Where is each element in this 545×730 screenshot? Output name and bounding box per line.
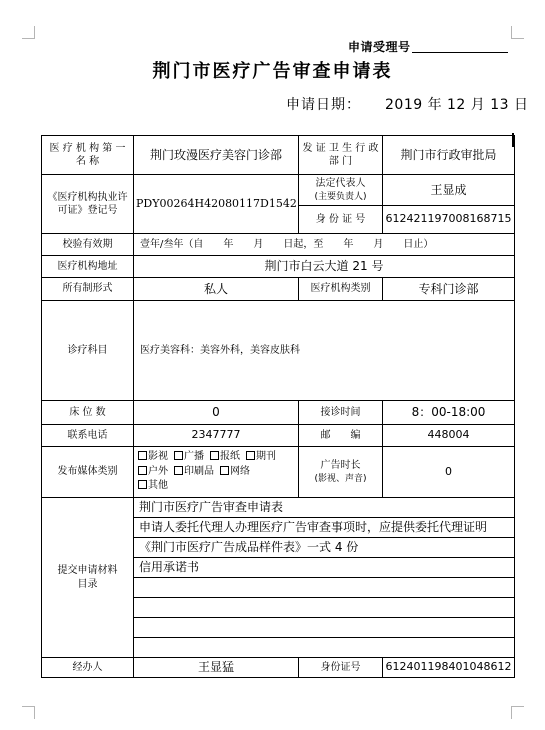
- hours[interactable]: 8：00-18:00: [383, 401, 515, 425]
- checkbox-icon[interactable]: [138, 480, 147, 489]
- beds[interactable]: 0: [134, 401, 299, 425]
- media-option-internet[interactable]: [220, 465, 250, 480]
- checkbox-icon[interactable]: [246, 451, 255, 460]
- duration-label-cell: [299, 447, 383, 498]
- media-option-print[interactable]: [174, 465, 214, 480]
- checkbox-icon[interactable]: [220, 466, 229, 475]
- duration[interactable]: 0: [383, 447, 515, 498]
- checkbox-icon[interactable]: [210, 451, 219, 460]
- postcode-label: 邮 编: [299, 425, 383, 447]
- validity-value[interactable]: 壹年/叁年（自 年 月 日起，至 年 月 日止）: [134, 234, 515, 256]
- address[interactable]: 荆门市白云大道 21 号: [134, 256, 515, 278]
- checkbox-icon[interactable]: [174, 466, 183, 475]
- media-options: [134, 447, 299, 498]
- subjects-label: 诊疗科目: [42, 301, 134, 401]
- material-item[interactable]: 荆门市医疗广告审查申请表: [134, 498, 515, 518]
- category[interactable]: 专科门诊部: [383, 278, 515, 301]
- media-option-label: 报纸: [220, 451, 240, 463]
- legal-rep-sub-label: (主要负责人): [314, 191, 367, 202]
- legal-rep-label-cell: [299, 175, 383, 206]
- checkbox-icon[interactable]: [138, 451, 147, 460]
- category-label: 医疗机构类别: [299, 278, 383, 301]
- material-item[interactable]: [134, 578, 515, 598]
- beds-label: 床 位 数: [42, 401, 134, 425]
- date-label: 申请日期：: [286, 97, 361, 113]
- material-item[interactable]: 申请人委托代理人办理医疗广告审查事项时，应提供委托代理证明: [134, 518, 515, 538]
- media-option-periodical[interactable]: [246, 450, 276, 465]
- application-form: [41, 135, 515, 678]
- material-item[interactable]: [134, 598, 515, 618]
- ownership-label: 所有制形式: [42, 278, 134, 301]
- crop-mark-top-left: [22, 26, 35, 39]
- issuing-dept[interactable]: 荆门市行政审批局: [383, 136, 515, 175]
- date-value: 2019 年 12 月 13 日: [385, 97, 529, 113]
- media-option-newspaper[interactable]: [210, 450, 240, 465]
- issuing-dept-label: 发 证 卫 生 行 政 部 门: [299, 136, 383, 175]
- page-title: 荆门市医疗广告审查申请表: [152, 61, 393, 82]
- id-number[interactable]: 612421197008168715: [383, 206, 515, 234]
- handler-id-label: 身份证号: [299, 658, 383, 678]
- material-item[interactable]: [134, 638, 515, 658]
- handler[interactable]: 王显猛: [134, 658, 299, 678]
- media-option-label: 其他: [148, 480, 168, 492]
- checkbox-icon[interactable]: [174, 451, 183, 460]
- subjects[interactable]: 医疗美容科：美容外科，美容皮肤科: [134, 301, 515, 401]
- address-label: 医疗机构地址: [42, 256, 134, 278]
- receipt-number-label: 申请受理号: [348, 40, 411, 54]
- handler-label: 经办人: [42, 658, 134, 678]
- institution-name[interactable]: 荆门玫漫医疗美容门诊部: [134, 136, 299, 175]
- id-number-label: 身 份 证 号: [299, 206, 383, 234]
- duration-label: 广告时长: [320, 460, 361, 472]
- phone[interactable]: 2347777: [134, 425, 299, 447]
- media-label: 发布媒体类别: [42, 447, 134, 498]
- handler-id[interactable]: 612401198401048612: [383, 658, 515, 678]
- crop-mark-bottom-right: [511, 706, 524, 719]
- media-option-label: 影视: [148, 451, 168, 463]
- media-option-other[interactable]: [138, 479, 168, 494]
- license-label: 《医疗机构执业许可证》登记号: [42, 175, 134, 234]
- hours-label: 接诊时间: [299, 401, 383, 425]
- crop-mark-bottom-left: [22, 706, 35, 719]
- validity-label: 校验有效期: [42, 234, 134, 256]
- legal-rep[interactable]: 王显成: [383, 175, 515, 206]
- ownership[interactable]: 私人: [134, 278, 299, 301]
- media-option-label: 网络: [230, 465, 250, 477]
- postcode[interactable]: 448004: [383, 425, 515, 447]
- material-item[interactable]: 信用承诺书: [134, 558, 515, 578]
- duration-sub-label: (影视、声音): [314, 473, 367, 484]
- phone-label: 联系电话: [42, 425, 134, 447]
- media-option-film[interactable]: [138, 450, 168, 465]
- legal-rep-label: 法定代表人: [315, 178, 366, 190]
- license-number[interactable]: PDY00264H42080117D1542: [134, 175, 299, 234]
- institution-name-label: 医 疗 机 构 第 一 名 称: [42, 136, 134, 175]
- materials-label: 提交申请材料目录: [42, 498, 134, 658]
- media-option-radio[interactable]: [174, 450, 204, 465]
- crop-mark-top-right: [511, 26, 524, 39]
- media-option-label: 广播: [184, 451, 204, 463]
- media-option-label: 印刷品: [184, 465, 214, 477]
- media-option-label: 期刊: [256, 451, 276, 463]
- material-item[interactable]: 《荆门市医疗广告成品样件表》一式 4 份: [134, 538, 515, 558]
- media-option-label: 户外: [148, 465, 168, 477]
- material-item[interactable]: [134, 618, 515, 638]
- media-option-outdoor[interactable]: [138, 465, 168, 480]
- checkbox-icon[interactable]: [138, 466, 147, 475]
- receipt-number-field[interactable]: [412, 52, 508, 53]
